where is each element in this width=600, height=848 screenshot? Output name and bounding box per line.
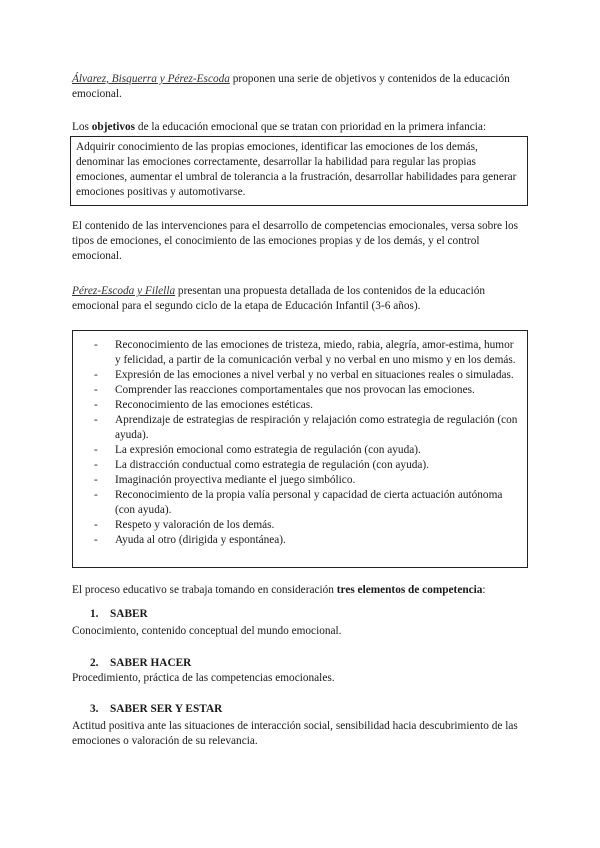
section-3-text: Actitud positiva ante las situaciones de interacción social, sensibilidad hacia descubrimiento de las emociones o valoración de su relevancia. [72,720,518,747]
section-2-title: SABER HACER [110,657,192,669]
section-2-heading [90,656,191,671]
objectives-box-text: Adquirir conocimiento de las propias emociones, identificar las emociones de los demás, denominar las emociones correctamente, desarrollar la habilidad para regular las propias emociones, aumentar el umbral de tolerancia a la frustración, desarrollar habilidades para generar emociones positivas y automotivarse. [76,141,517,198]
objectives-prefix: Los [72,121,92,133]
list-item: - Imaginación proyectiva mediante el juego simbólico. [89,473,519,488]
section-3-title: SABER SER Y ESTAR [110,703,223,715]
intro-text: proponen una serie de objetivos y contenidos de la educación emocional. [72,73,510,100]
second-paragraph [72,284,528,314]
section-3-heading [90,702,222,717]
contents-list-box [72,330,528,568]
objectives-suffix: de la educación emocional que se tratan con prioridad en la primera infancia: [135,121,487,133]
list-item: - Expresión de las emociones a nivel verbal y no verbal en situaciones reales o simuladas. [89,368,519,383]
objectives-box [70,136,528,206]
section-1-number: 1. [90,608,99,620]
list-item: - Aprendizaje de estrategias de respiración y relajación como estrategia de regulación (con ayuda). [89,413,519,443]
section-2-text: Procedimiento, práctica de las competencias emocionales. [72,672,335,684]
second-text: presentan una propuesta detallada de los contenidos de la educación emocional para el segundo ciclo de la etapa de Educación Infantil (3-6 años). [72,285,486,312]
contents-list [89,338,519,548]
intro-paragraph [72,72,528,102]
list-item: - La expresión emocional como estrategia de regulación (con ayuda). [89,443,519,458]
list-item: - Reconocimiento de las emociones estéticas. [89,398,519,413]
list-item: - Reconocimiento de las emociones de tristeza, miedo, rabia, alegría, amor-estima, humor y felicidad, a partir de la comunicación verbal y no verbal en uno mismo y en los demás. [89,338,519,368]
process-suffix: : [482,584,486,596]
content-paragraph: El contenido de las intervenciones para el desarrollo de competencias emocionales, versa sobre los tipos de emociones, el conocimiento de las emociones propias y de los demás, y el control emocional. [72,220,519,262]
process-paragraph [72,583,528,598]
second-authors-link[interactable]: Pérez-Escoda y Filella [72,285,176,297]
list-item: - La distracción conductual como estrategia de regulación (con ayuda). [89,458,519,473]
process-bold: tres elementos de competencia [336,584,483,596]
section-3-number: 3. [90,703,99,715]
section-2-number: 2. [90,657,99,669]
list-item: - Respeto y valoración de los demás. [89,518,519,533]
process-prefix: El proceso educativo se trabaja tomando en consideración [72,584,337,596]
list-item: - Reconocimiento de la propia valía personal y capacidad de cierta actuación autónoma (con ayuda). [89,488,519,518]
objectives-intro [72,120,528,135]
section-1-text: Conocimiento, contenido conceptual del mundo emocional. [72,625,342,637]
section-1-heading [90,607,148,622]
list-item: - Comprender las reacciones comportamentales que nos provocan las emociones. [89,383,519,398]
list-item: - Ayuda al otro (dirigida y espontánea). [89,533,519,548]
intro-authors-link[interactable]: Álvarez, Bisquerra y Pérez-Escoda [72,73,230,85]
objectives-bold: objetivos [91,121,136,133]
section-1-title: SABER [110,608,148,620]
